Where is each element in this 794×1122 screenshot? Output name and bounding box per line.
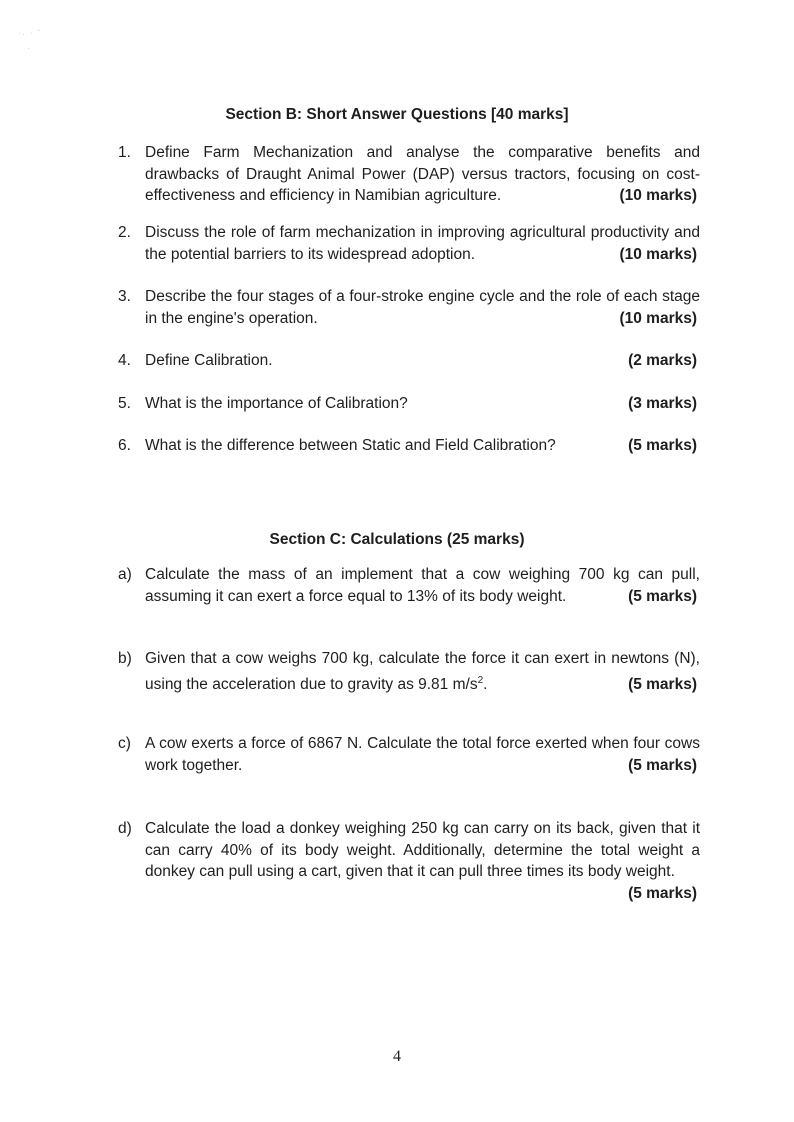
question-number: 2. (118, 224, 131, 241)
question-text: Calculate the load a donkey weighing 250 kg can carry on its back, given that it can carry 40% of its body weight. Additionally, determine the total weight a donkey can pull using a cart, given that it can pull three times its body weight. (145, 820, 700, 880)
question-number: c) (118, 735, 131, 752)
question-6 (118, 435, 700, 457)
question-number: a) (118, 566, 132, 583)
question-4 (118, 350, 700, 372)
question-text: What is the importance of Calibration? (145, 395, 408, 412)
question-b (118, 648, 700, 695)
question-text (145, 648, 700, 695)
question-marks: (10 marks) (619, 187, 697, 204)
question-marks: (5 marks) (628, 675, 697, 693)
question-text: Define Calibration. (145, 352, 273, 369)
question-text: Calculate the mass of an implement that a cow weighing 700 kg can pull, assuming it can exert a force equal to 13% of its body weight. (145, 566, 700, 605)
question-marks: (10 marks) (619, 245, 697, 263)
page-number: 4 (393, 1048, 401, 1065)
section-b-heading: Section B: Short Answer Questions [40 marks] (225, 106, 569, 123)
superscript: 2 (477, 674, 484, 686)
question-number: 1. (118, 144, 131, 161)
question-2 (118, 222, 700, 265)
question-text: Describe the four stages of a four-stroke engine cycle and the role of each stage in the engine's operation. (145, 288, 700, 327)
question-a (118, 564, 700, 607)
question-number: 5. (118, 395, 131, 412)
question-text: What is the difference between Static and Field Calibration? (145, 437, 556, 454)
question-3 (118, 286, 700, 329)
question-text: Discuss the role of farm mechanization in improving agricultural productivity and the potential barriers to its widespread adoption. (145, 224, 700, 263)
question-5 (118, 393, 700, 415)
question-marks: (5 marks) (628, 587, 697, 605)
section-c-heading: Section C: Calculations (25 marks) (269, 531, 525, 548)
question-1 (118, 142, 700, 207)
question-d (118, 818, 700, 904)
question-text-end: . (483, 675, 488, 693)
question-c (118, 733, 700, 776)
question-marks: (5 marks) (628, 437, 697, 454)
question-text: Define Farm Mechanization and analyse the comparative benefits and drawbacks of Draught Animal Power (DAP) versus tractors, focusing on cost-effectiveness and efficiency in Namibian agriculture. (145, 144, 700, 204)
question-number: 4. (118, 352, 131, 369)
question-marks: (3 marks) (628, 395, 697, 412)
question-marks: (2 marks) (628, 352, 697, 369)
question-number: b) (118, 650, 132, 667)
scan-specks: · . · ʻ . (18, 30, 40, 51)
question-marks: (5 marks) (628, 884, 697, 902)
question-marks: (5 marks) (628, 756, 697, 774)
question-marks: (10 marks) (619, 309, 697, 327)
question-number: d) (118, 820, 132, 837)
question-number: 6. (118, 437, 131, 454)
question-text: A cow exerts a force of 6867 N. Calculate the total force exerted when four cows work together. (145, 735, 700, 774)
question-text-main: Given that a cow weighs 700 kg, calculate the force it can exert in newtons (N), using the acceleration due to gravity as 9.81 m/s (145, 650, 700, 693)
question-number: 3. (118, 288, 131, 305)
